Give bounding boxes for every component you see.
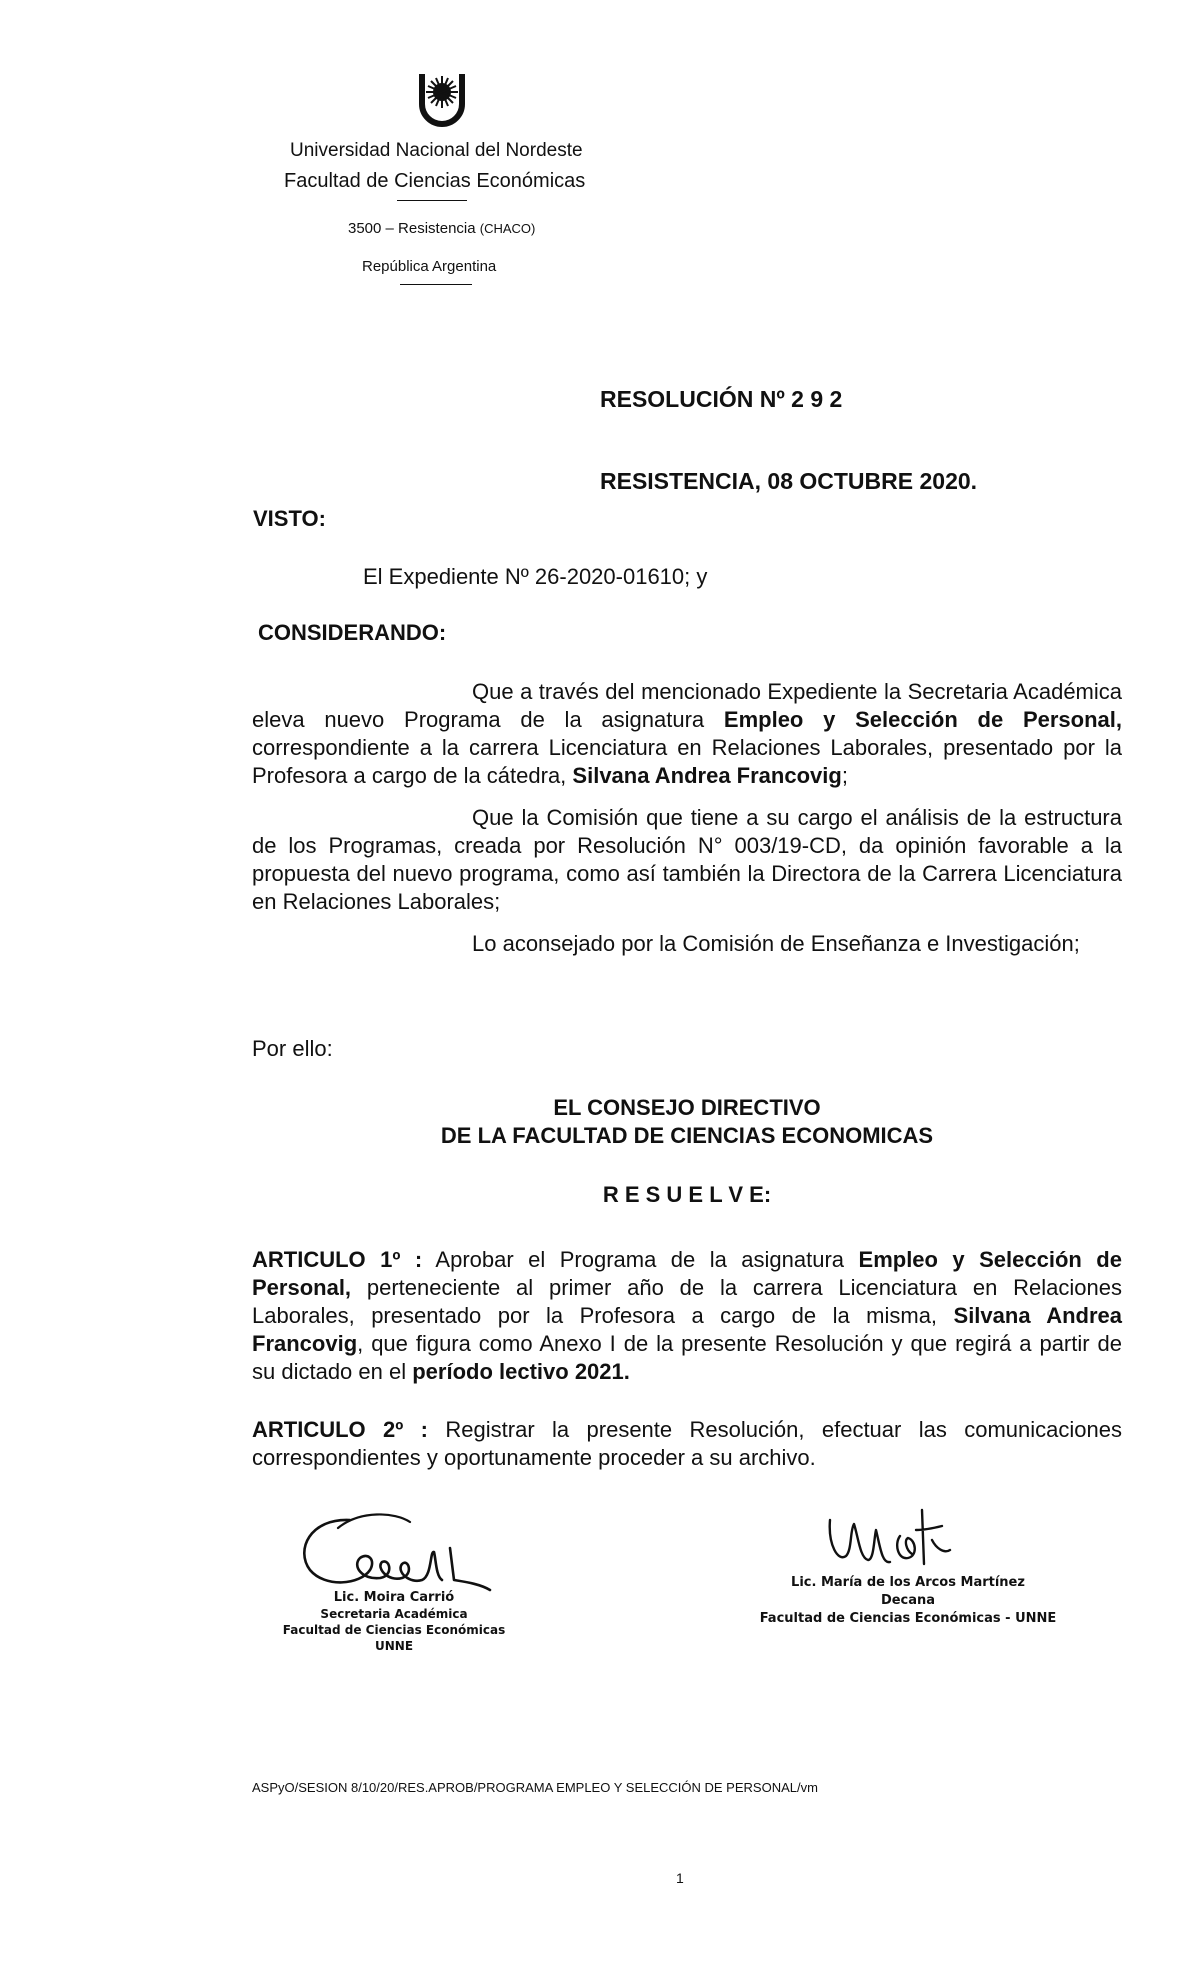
p1-subject: Empleo y Selección de Personal,	[723, 707, 1122, 732]
p3-text: Lo aconsejado por la Comisión de Enseñanza e Investigación;	[472, 931, 1080, 956]
document-reference: ASPyO/SESION 8/10/20/RES.APROB/PROGRAMA EMPLEO Y SELECCIÓN DE PERSONAL/vm	[252, 1780, 818, 1795]
art2-text: Registrar la presente Resolución, efectuar las comunicaciones correspondientes y oportunamente proceder a su archivo.	[252, 1417, 1122, 1470]
considerando-paragraph-1	[252, 678, 1122, 790]
resolution-date: RESISTENCIA, 08 OCTUBRE 2020.	[600, 468, 978, 494]
considerando-heading: CONSIDERANDO:	[258, 620, 447, 645]
art1-professor: Silvana Andrea Francovig	[252, 1303, 1123, 1356]
art1-subject: Empleo y Selección de Personal,	[252, 1247, 1122, 1300]
signer-right-org: Facultad de Ciencias Económicas - UNNE	[759, 1611, 1057, 1626]
consejo-line-2: DE LA FACULTAD DE CIENCIAS ECONOMICAS	[440, 1123, 934, 1148]
p1-text-c: correspondiente a la carrera Licenciatura en Relaciones Laborales, presentado por la Profesora a cargo de la cátedra,	[252, 735, 1122, 788]
por-ello: Por ello:	[252, 1036, 333, 1061]
p1-text-e: ;	[841, 763, 848, 788]
page-number: 1	[676, 1870, 684, 1886]
signer-right-name: Lic. María de los Arcos Martínez	[791, 1575, 1025, 1590]
articulo-1-label: ARTICULO 1º :	[252, 1247, 423, 1272]
signature-left-block	[274, 1590, 514, 1654]
province-text: (CHACO)	[479, 221, 536, 236]
university-name: Universidad Nacional del Nordeste	[290, 140, 583, 161]
signer-left-org: Facultad de Ciencias Económicas UNNE	[282, 1623, 506, 1653]
signer-left-name: Lic. Moira Carrió	[333, 1590, 455, 1605]
signature-right-block	[748, 1574, 1068, 1628]
letterhead-city	[348, 220, 535, 237]
consejo-line-1: EL CONSEJO DIRECTIVO	[553, 1095, 821, 1120]
expediente-text: El Expediente Nº 26-2020-01610; y	[363, 564, 708, 589]
p1-professor: Silvana Andrea Francovig	[572, 763, 842, 788]
art1-text-e: , que figura como Anexo I de la presente Resolución y que regirá a partir de su dictado en el	[252, 1331, 1122, 1384]
p2-text: Que la Comisión que tiene a su cargo el análisis de la estructura de los Programas, creada por Resolución N° 003/19-CD, da opinión favorable a la propuesta del nuevo programa, como así también la Directora de la Carrera Licenciatura en Relaciones Laborales;	[252, 805, 1122, 914]
faculty-name: Facultad de Ciencias Económicas	[284, 170, 586, 192]
art1-text-c: perteneciente al primer año de la carrera Licenciatura en Relaciones Laborales, presentado por la Profesora a cargo de la misma,	[252, 1275, 1122, 1328]
articulo-2-label: ARTICULO 2º :	[252, 1417, 429, 1442]
p1-text-a: Que a través del mencionado Expediente la Secretaria Académica eleva nuevo Programa de la asignatura	[252, 679, 1122, 732]
art1-period: período lectivo 2021.	[412, 1359, 630, 1384]
visto-heading: VISTO:	[253, 506, 326, 531]
letterhead-divider-2	[400, 284, 472, 285]
city-text: 3500 – Resistencia	[348, 220, 476, 237]
unne-logo	[412, 70, 472, 132]
signer-right-role: Decana	[880, 1593, 936, 1608]
resuelve-heading: R E S U E L V E:	[602, 1182, 772, 1207]
considerando-paragraph-3	[252, 930, 1122, 958]
signature-left-scribble	[290, 1500, 500, 1600]
consejo-heading	[252, 1094, 1122, 1150]
letterhead-divider	[397, 200, 467, 201]
resolution-number: RESOLUCIÓN Nº 2 9 2	[600, 386, 843, 412]
considerando-paragraph-2	[252, 804, 1122, 916]
articulo-1	[252, 1246, 1122, 1386]
articulo-2	[252, 1416, 1122, 1472]
letterhead-country: República Argentina	[362, 258, 497, 275]
signer-left-role: Secretaria Académica	[320, 1607, 468, 1621]
art1-text-a: Aprobar el Programa de la asignatura	[422, 1247, 859, 1272]
